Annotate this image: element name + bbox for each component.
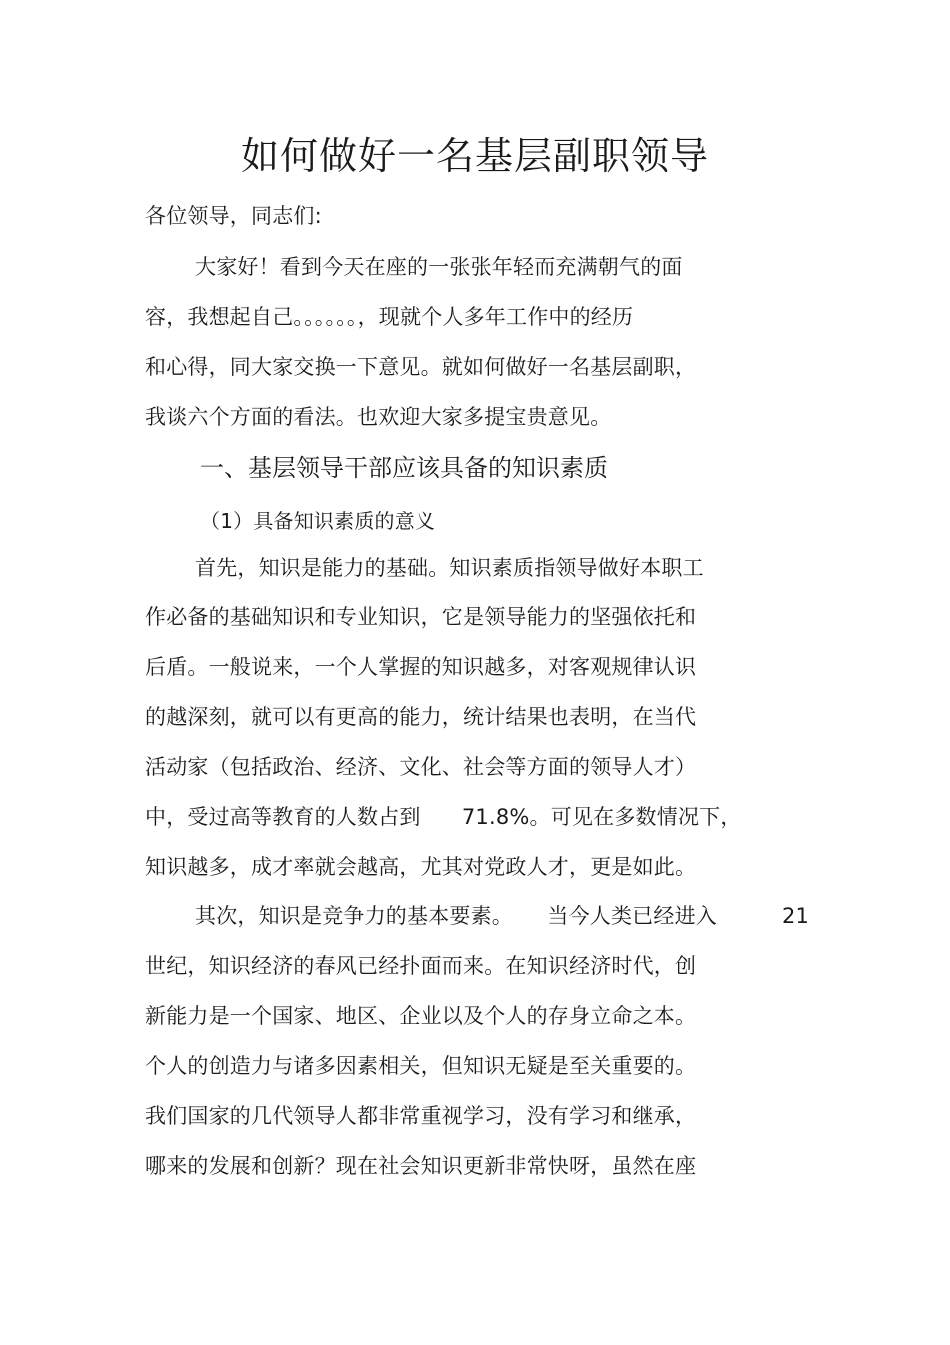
paragraph-3-line-2: 世纪，知识经济的春风已经扑面而来。在知识经济时代，创 xyxy=(145,954,697,978)
paragraph-3-line-5: 我们国家的几代领导人都非常重视学习，没有学习和继承， xyxy=(145,1104,697,1128)
section-1-heading: 一、基层领导干部应该具备的知识素质 xyxy=(200,454,608,482)
paragraph-1-line-3: 和心得，同大家交换一下意见。就如何做好一名基层副职， xyxy=(145,355,697,379)
paragraph-3-line-3: 新能力是一个国家、地区、企业以及个人的存身立命之本。 xyxy=(145,1004,697,1028)
paragraph-2-line-4: 的越深刻，就可以有更高的能力，统计结果也表明，在当代 xyxy=(145,705,697,729)
paragraph-1-line-4: 我谈六个方面的看法。也欢迎大家多提宝贵意见。 xyxy=(145,405,612,429)
paragraph-2-line-6: 中，受过高等教育的人数占到 71.8%。可见在多数情况下， xyxy=(145,805,742,829)
salutation: 各位领导，同志们: xyxy=(145,204,322,228)
document-title: 如何做好一名基层副职领导 xyxy=(240,134,709,178)
paragraph-2-line-3: 后盾。一般说来，一个人掌握的知识越多，对客观规律认识 xyxy=(145,655,697,679)
paragraph-1-line-1: 大家好！看到今天在座的一张张年轻而充满朝气的面 xyxy=(195,255,683,279)
paragraph-2-line-5: 活动家（包括政治、经济、文化、社会等方面的领导人才） xyxy=(145,755,697,779)
paragraph-2-line-7: 知识越多，成才率就会越高，尤其对党政人才，更是如此。 xyxy=(145,855,697,879)
paragraph-2-line-1: 首先，知识是能力的基础。知识素质指领导做好本职工 xyxy=(195,556,704,580)
paragraph-3-line-4: 个人的创造力与诸多因素相关，但知识无疑是至关重要的。 xyxy=(145,1054,697,1078)
paragraph-1-line-2: 容，我想起自己。。。。。。，现就个人多年工作中的经历 xyxy=(145,305,634,329)
paragraph-3-line-6: 哪来的发展和创新？现在社会知识更新非常快呀，虽然在座 xyxy=(145,1154,697,1178)
subsection-1-heading: （1）具备知识素质的意义 xyxy=(200,509,436,533)
paragraph-3-line-1: 其次，知识是竞争力的基本要素。 当今人类已经进入 xyxy=(195,904,717,928)
paragraph-2-line-2: 作必备的基础知识和专业知识，它是领导能力的坚强依托和 xyxy=(145,605,697,629)
paragraph-3-number: 21 xyxy=(782,904,810,928)
